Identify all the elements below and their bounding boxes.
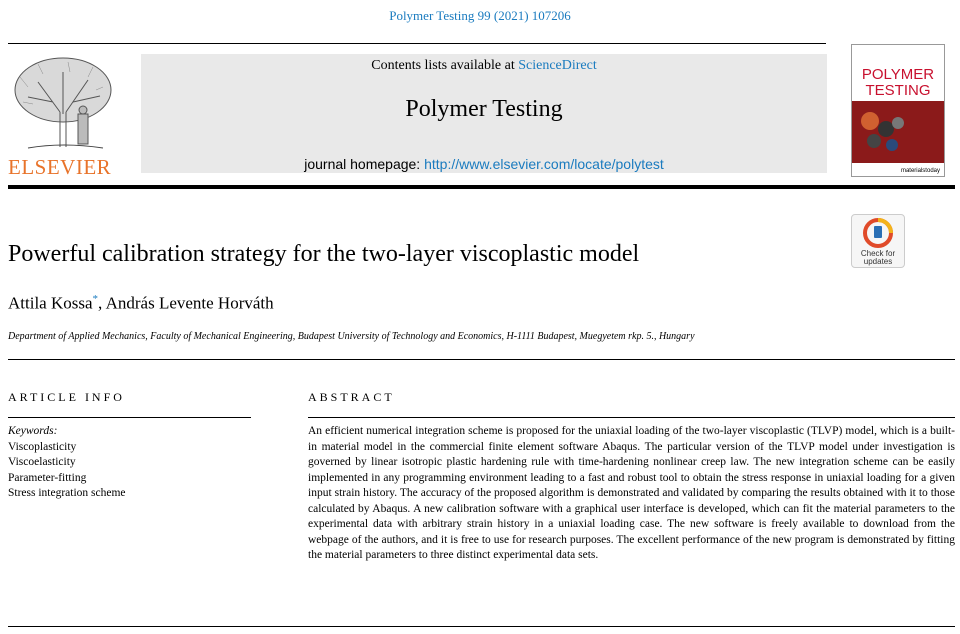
journal-title: Polymer Testing <box>405 96 563 122</box>
article-info-rule <box>8 417 251 418</box>
check-for-updates-icon <box>863 218 893 248</box>
keywords-block <box>8 424 126 502</box>
abstract-rule <box>308 417 955 418</box>
homepage-prefix: journal homepage: <box>304 156 425 172</box>
cover-title <box>852 67 944 99</box>
paper-title: Powerful calibration strategy for the two-layer viscoplastic model <box>8 241 640 267</box>
badge-line2: updates <box>863 257 893 266</box>
header-top-rule <box>8 43 826 44</box>
keyword-item: Viscoelasticity <box>8 456 76 468</box>
check-for-updates-badge[interactable] <box>851 214 905 268</box>
affiliation: Department of Applied Mechanics, Faculty of Mechanical Engineering, Budapest University of Technology and Economics, H-1111 Budapest, Muegyetem rkp. 5., Hungary <box>8 331 695 342</box>
journal-cover-thumbnail[interactable] <box>851 44 945 177</box>
keywords-label: Keywords: <box>8 425 58 437</box>
badge-line1: Check for <box>860 249 896 258</box>
cover-title-line1: POLYMER <box>861 66 935 83</box>
contents-line <box>141 58 827 74</box>
section-rule <box>8 359 955 360</box>
author-list <box>8 293 274 314</box>
header-thick-rule <box>8 185 955 189</box>
journal-homepage-line <box>141 156 827 172</box>
keyword-item: Stress integration scheme <box>8 487 126 499</box>
cover-image-band <box>852 101 944 163</box>
journal-reference[interactable]: Polymer Testing 99 (2021) 107206 <box>389 8 571 23</box>
keyword-item: Viscoplasticity <box>8 440 77 453</box>
bottom-rule <box>8 626 955 627</box>
sciencedirect-link[interactable]: ScienceDirect <box>518 58 597 73</box>
author-1[interactable]: Attila Kossa <box>8 293 93 313</box>
abstract-text: An efficient numerical integration scheme is proposed for the uniaxial loading of the two-layer viscoplastic (TLVP) model, which is a built-in material model in the commercial finite element software Abaqus. The particular version of the TLVP model under investigation is governed by linear isotropic plastic hardening rule with time-hardening nonlinear creep law. The new integration scheme can be easily implemented in any programming environment leading to a fast and robust tool to obtain the stress response in uniaxial loading for a given input strain history. The accuracy of the proposed algorithm is demonstrated and validated by comparing the results obtained with it to those calculated by Abaqus. A new calibration software with a graphical user interface is developed, which can fit the material parameters to the experimental data with arbitrary strain history in a uniaxial loading case. The new software is freely available to download from the webpage of the authors, and it is free to use for research purposes. The excellent performance of the new program is demonstrated by fitting the material parameters to three distinct experimental data sets. <box>308 425 955 561</box>
abstract-heading: ABSTRACT <box>308 390 395 404</box>
keyword-item: Parameter-fitting <box>8 471 87 484</box>
elsevier-wordmark: ELSEVIER <box>8 155 112 179</box>
homepage-link[interactable]: http://www.elsevier.com/locate/polytest <box>424 156 664 172</box>
author-2[interactable]: András Levente Horváth <box>105 293 274 313</box>
corresponding-author-mark[interactable]: * <box>92 293 99 305</box>
cover-footer-brand: materialstoday <box>900 168 940 174</box>
contents-prefix: Contents lists available at <box>371 58 519 73</box>
cover-title-line2: TESTING <box>865 82 931 99</box>
cover-image <box>852 101 944 163</box>
author-separator: , <box>98 293 106 313</box>
article-info-heading: ARTICLE INFO <box>8 390 125 404</box>
